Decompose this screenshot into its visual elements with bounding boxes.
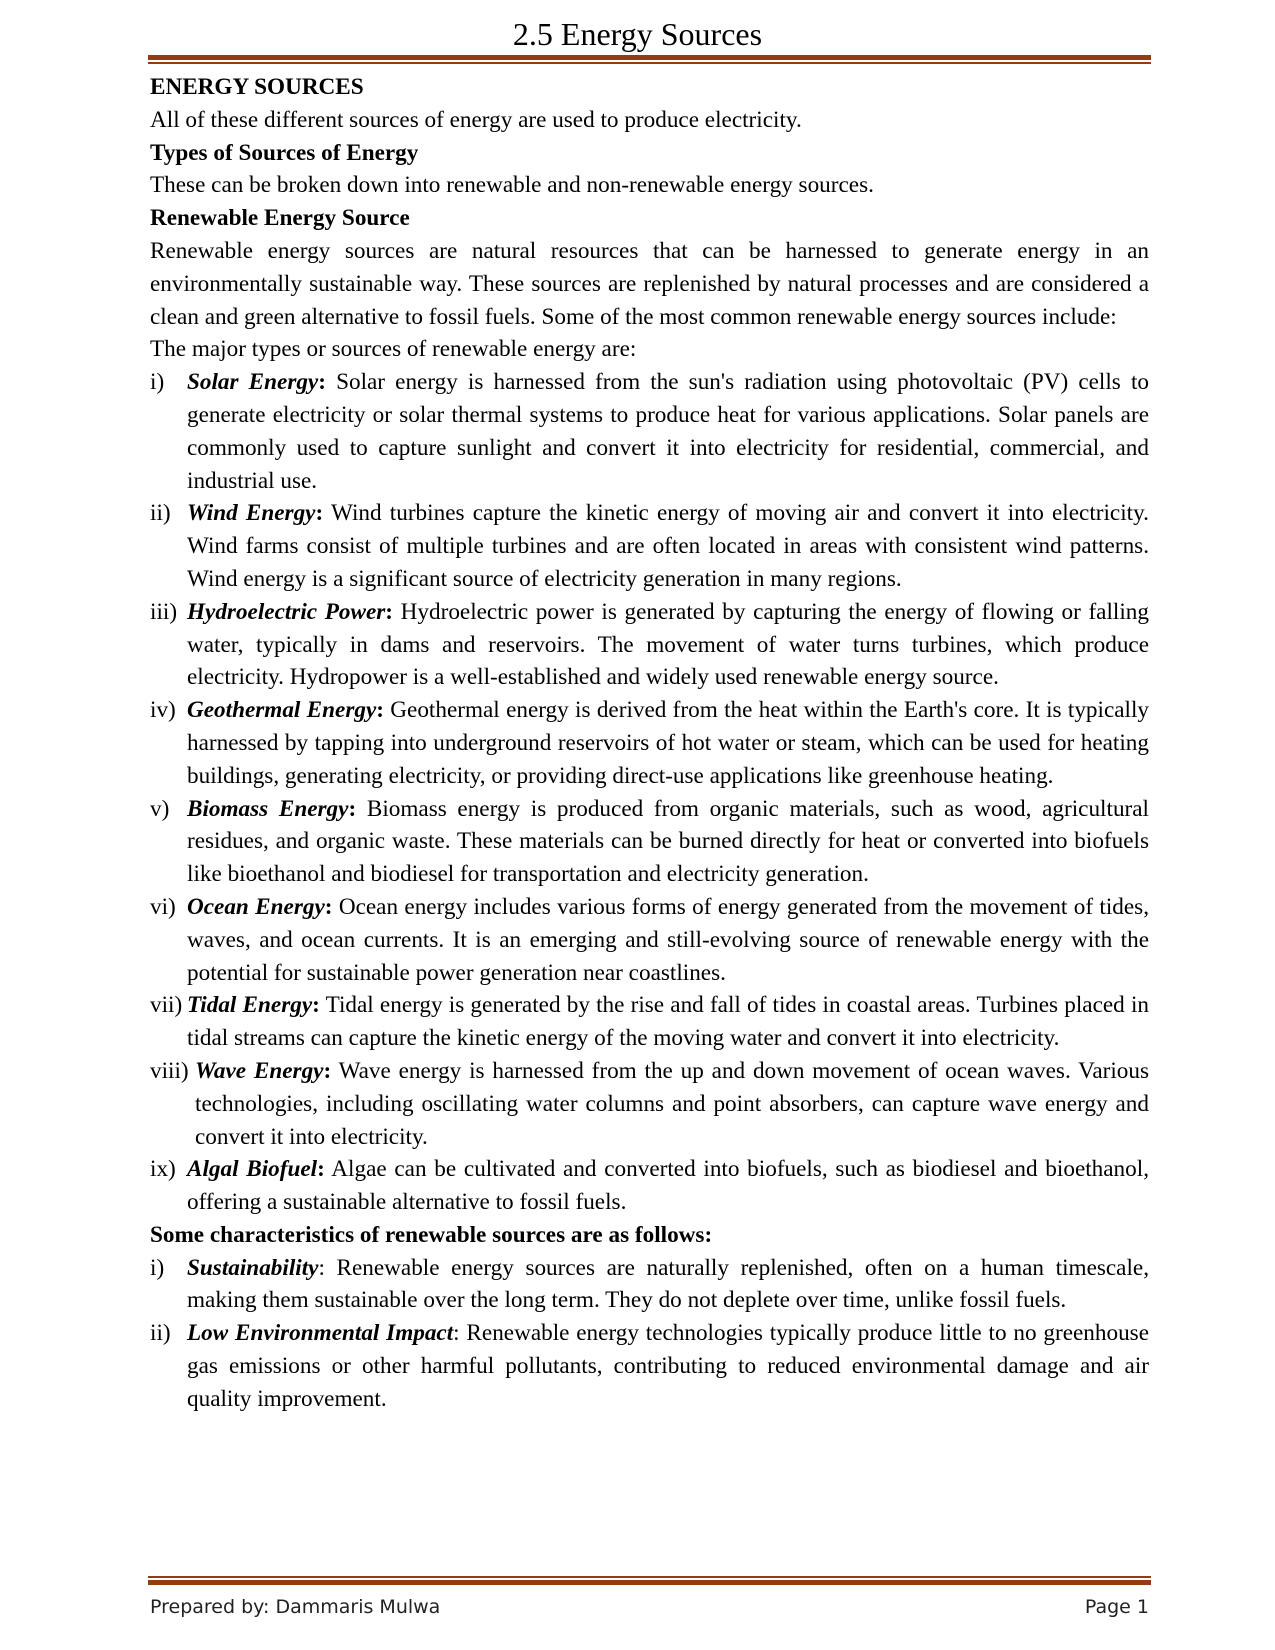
list-term: Geothermal Energy (187, 697, 377, 724)
document-body (150, 71, 1149, 1416)
list-term: Sustainability (187, 1254, 319, 1281)
list-item-wave: viii) Wave Energy: Wave energy is harnessed from the up and down movement of ocean waves. Various technologies, including oscillating water columns and point absorbers, can capture wave energy and convert it into electricity. (150, 1055, 1149, 1153)
major-types-text: The major types or sources of renewable energy are: (150, 336, 637, 363)
list-item-algal: ix) Algal Biofuel: Algae can be cultivated and converted into biofuels, such as biodiesel and bioethanol, offering a sustainable alternative to fossil fuels. (150, 1153, 1149, 1219)
list-number: i) (150, 1254, 165, 1281)
intro-text: All of these different sources of energy are used to produce electricity. (150, 106, 802, 133)
list-number: ii) (150, 1320, 171, 1347)
footer-page-number: Page 1 (1084, 1596, 1149, 1618)
list-term: Ocean Energy (187, 893, 325, 920)
list-term: Wind Energy (187, 500, 316, 527)
list-item-low-impact (150, 1317, 1149, 1415)
list-text: Biomass energy is produced from organic materials, such as wood, agricultural residues, and organic waste. These materials can be burned directly for heat or converted into biofuels like bioethanol and biodiesel for transportation and electricity generation. (187, 795, 1149, 888)
section-heading-types: Types of Sources of Energy (150, 139, 419, 166)
list-term: Hydroelectric Power (187, 598, 386, 625)
list-item-hydroelectric: iii) Hydroelectric Power: Hydroelectric power is generated by capturing the energy of flowing or falling water, typically in dams and reservoirs. The movement of water turns turbines, which produce electricity. Hydropower is a well-established and widely used renewable energy source. (150, 596, 1149, 694)
list-text: Ocean energy includes various forms of energy generated from the movement of tides, waves, and ocean currents. It is an emerging and still-evolving source of renewable energy with the potential for sustainable power generation near coastlines. (187, 893, 1149, 986)
list-term: Wave Energy (195, 1057, 324, 1084)
list-item-tidal: vii) Tidal Energy: Tidal energy is generated by the rise and fall of tides in coastal areas. Turbines placed in tidal streams can capture the kinetic energy of the moving water and convert it into electricity. (150, 989, 1149, 1055)
list-text: Tidal energy is generated by the rise and fall of tides in coastal areas. Turbines placed in tidal streams can capture the kinetic energy of the moving water and convert it into electricity. (187, 992, 1149, 1052)
list-item-geothermal: iv) Geothermal Energy: Geothermal energy is derived from the heat within the Earth's core. It is typically harnessed by tapping into underground reservoirs of hot water or steam, which can be used for heating buildings, generating electricity, or providing direct-use applications like greenhouse heating. (150, 694, 1149, 792)
list-item-ocean: vi) Ocean Energy: Ocean energy includes various forms of energy generated from the movement of tides, waves, and ocean currents. It is an emerging and still-evolving source of renewable energy with the potential for sustainable power generation near coastlines. (150, 891, 1149, 989)
list-text: Geothermal energy is derived from the heat within the Earth's core. It is typically harnessed by tapping into underground reservoirs of hot water or steam, which can be used for heating buildings, generating electricity, or providing direct-use applications like greenhouse heating. (187, 697, 1150, 789)
footer-rule (148, 1576, 1151, 1585)
list-number: ix) (150, 1156, 176, 1183)
list-number: viii) (150, 1057, 189, 1084)
page-title: 2.5 Energy Sources (512, 16, 763, 52)
section-heading-energy-sources: ENERGY SOURCES (150, 74, 364, 100)
list-number: iii) (150, 598, 178, 625)
footer-author: Prepared by: Dammaris Mulwa (150, 1596, 441, 1618)
list-text: Hydroelectric power is generated by capturing the energy of flowing or falling water, typically in dams and reservoirs. The movement of water turns turbines, which produce electricity. Hydropower is a well-established and widely used renewable energy source. (187, 598, 1149, 691)
list-term: Low Environmental Impact (187, 1320, 454, 1347)
list-item-biomass: v) Biomass Energy: Biomass energy is produced from organic materials, such as wood, agricultural residues, and organic waste. These materials can be burned directly for heat or converted into biofuels like bioethanol and biodiesel for transportation and electricity generation. (150, 793, 1149, 891)
list-text: Wind turbines capture the kinetic energy of moving air and convert it into electricity. Wind farms consist of multiple turbines and are often located in areas with consistent wind patterns. Wind energy is a significant source of electricity generation in many regions. (187, 500, 1149, 592)
list-item-wind: ii) Wind Energy: Wind turbines capture the kinetic energy of moving air and convert it into electricity. Wind farms consist of multiple turbines and are often located in areas with consistent wind patterns. Wind energy is a significant source of electricity generation in many regions. (150, 497, 1149, 595)
header-rule (148, 55, 1151, 64)
section-heading-renewable: Renewable Energy Source (150, 205, 410, 232)
list-text: Algae can be cultivated and converted into biofuels, such as biodiesel and bioethanol, offering a sustainable alternative to fossil fuels. (187, 1156, 1149, 1216)
list-number: vi) (150, 893, 176, 920)
list-item-sustainability (150, 1252, 1149, 1318)
list-text: Wave energy is harnessed from the up and down movement of ocean waves. Various technologies, including oscillating water columns and point absorbers, can capture wave energy and convert it into electricity. (195, 1057, 1149, 1150)
list-text: Solar energy is harnessed from the sun's radiation using photovoltaic (PV) cells to generate electricity or solar thermal systems to produce heat for various applications. Solar panels are commonly used to capture sunlight and convert it into electricity for residential, commercial, and industrial use. (187, 369, 1149, 494)
list-term: Solar Energy (187, 369, 319, 396)
list-text: : Renewable energy sources are naturally replenished, often on a human timescale, making them sustainable over the long term. They do not deplete over time, unlike fossil fuels. (187, 1254, 1149, 1314)
renewable-text: Renewable energy sources are natural resources that can be harnessed to generate energy in an environmentally sustainable way. These sources are replenished by natural processes and are considered a clean and green alternative to fossil fuels. Some of the most common renewable energy sources include: (150, 237, 1149, 330)
list-number: v) (150, 795, 170, 822)
list-item-solar: i) Solar Energy: Solar energy is harnessed from the sun's radiation using photovoltaic (PV) cells to generate electricity or solar thermal systems to produce heat for various applications. Solar panels are commonly used to capture sunlight and convert it into electricity for residential, commercial, and industrial use. (150, 366, 1149, 497)
list-number: vii) (150, 992, 183, 1019)
list-term: Algal Biofuel (187, 1156, 318, 1183)
list-term: Tidal Energy (187, 992, 313, 1019)
list-number: ii) (150, 500, 171, 527)
section-heading-characteristics: Some characteristics of renewable sources are as follows: (150, 1221, 713, 1248)
list-number: iv) (150, 697, 176, 724)
page-footer (150, 1595, 1149, 1619)
list-number: i) (150, 369, 165, 396)
types-text: These can be broken down into renewable and non-renewable energy sources. (150, 172, 874, 199)
list-text: : Renewable energy technologies typically produce little to no greenhouse gas emissions or other harmful pollutants, contributing to reduced environmental damage and air quality improvement. (187, 1320, 1150, 1412)
list-term: Biomass Energy (187, 795, 349, 822)
